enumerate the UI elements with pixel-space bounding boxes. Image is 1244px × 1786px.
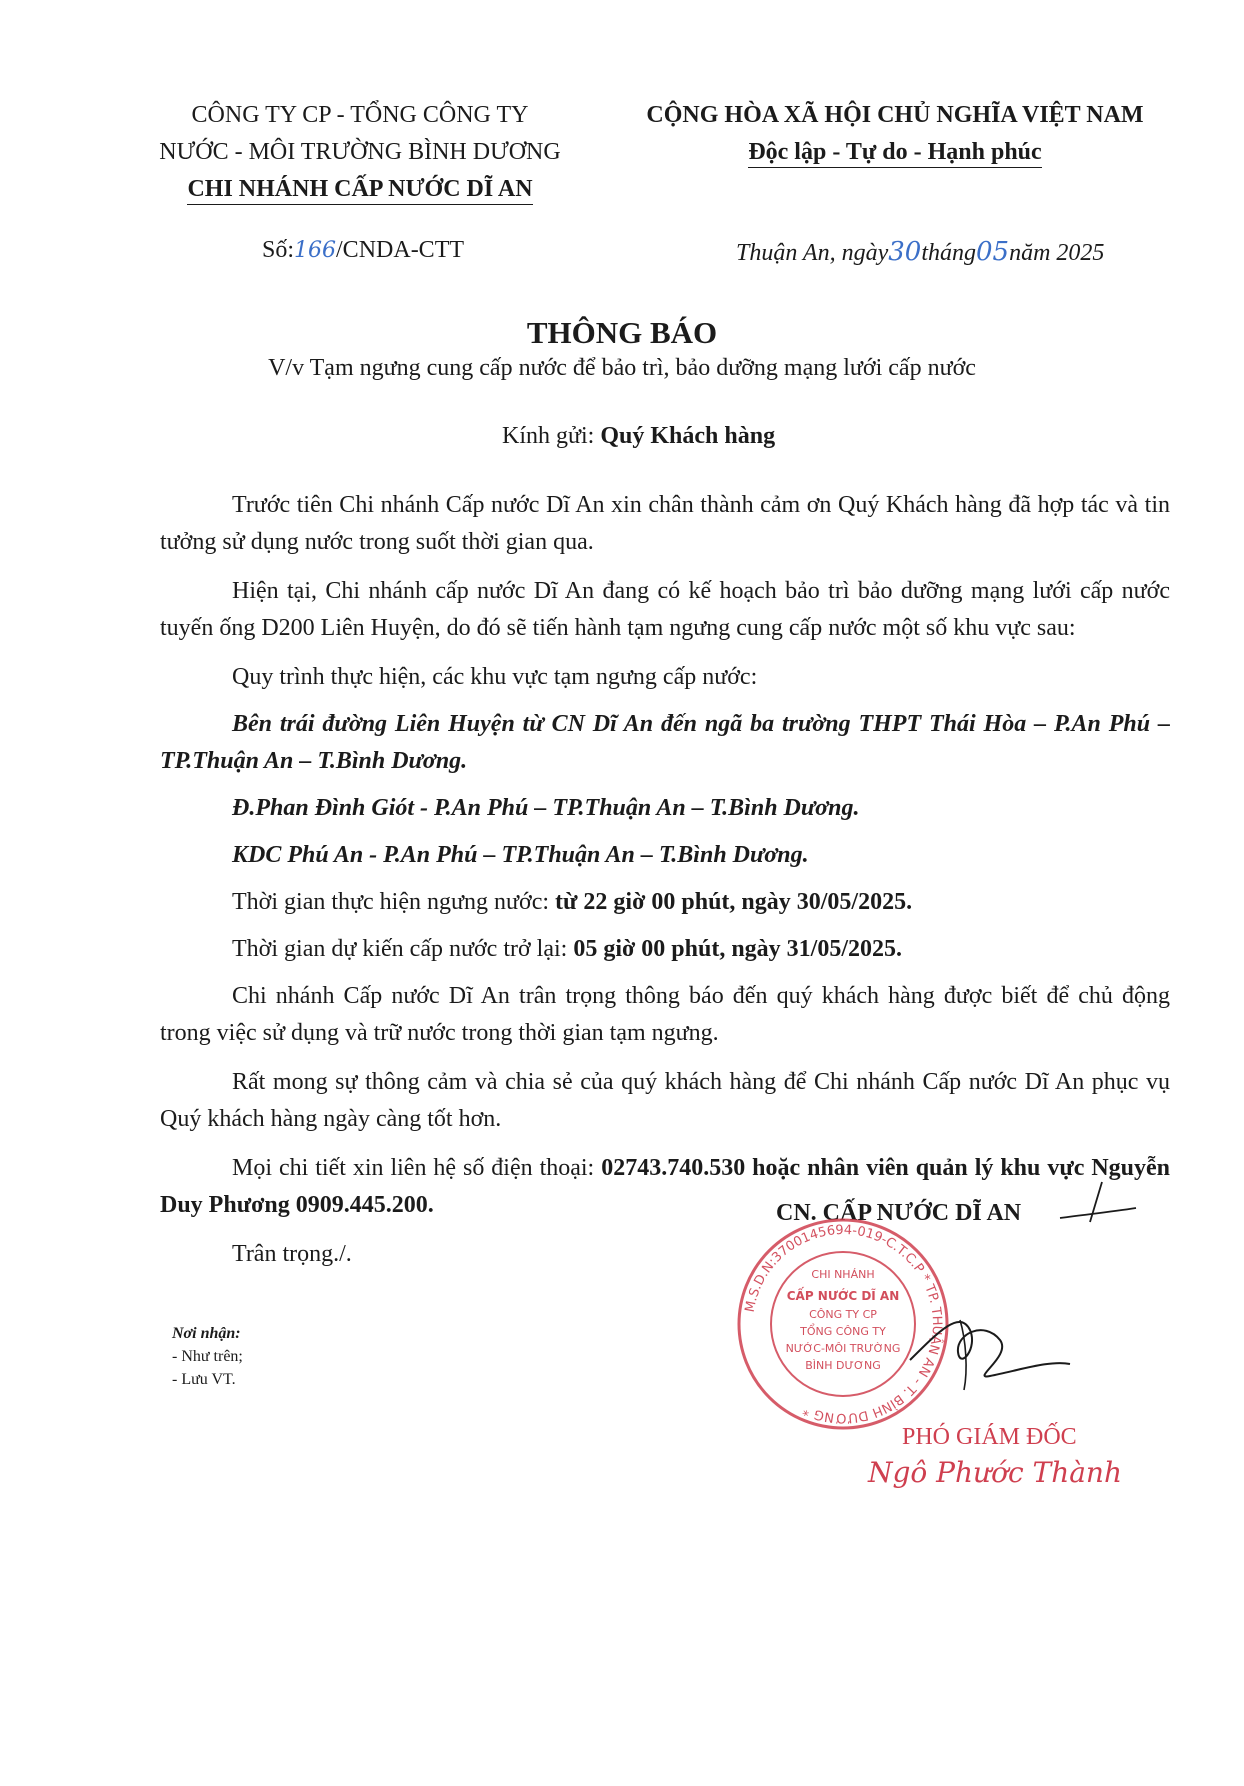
doc-number-suffix: /CNDA-CTT: [336, 237, 465, 263]
country-name: CỘNG HÒA XÃ HỘI CHỦ NGHĨA VIỆT NAM: [646, 102, 1144, 128]
branch-name: CHI NHÁNH CẤP NƯỚC DĨ AN: [187, 174, 532, 205]
date-line: [736, 237, 1104, 267]
recipient: [502, 423, 775, 450]
date-day: 30: [888, 237, 922, 267]
signer-name: Ngô Phước Thành: [868, 1456, 1122, 1489]
stop-time-value: từ 22 giờ 00 phút, ngày 30/05/2025.: [555, 889, 913, 915]
contact-value: 02743.740.530 hoặc nhân viên quản lý khu vực Nguyễn Duy Phương 0909.445.200.: [160, 1155, 1171, 1218]
date-year: năm 2025: [1009, 240, 1105, 266]
date-place: Thuận An, ngày: [736, 240, 889, 266]
stamp-line-1: CHI NHÁNH: [811, 1268, 875, 1281]
recipient-name: Quý Khách hàng: [600, 423, 776, 449]
date-month: 05: [976, 237, 1010, 267]
signature-mark: [1050, 1178, 1140, 1228]
stamp-line-6: BÌNH DƯƠNG: [805, 1359, 881, 1372]
header-left: [140, 97, 580, 208]
paragraph-plan: Hiện tại, Chi nhánh cấp nước Dĩ An đang có kế hoạch bảo trì bảo dưỡng mạng lưới cấp nước tuyến ống D200 Liên Huyện, do đó sẽ tiến hành tạm ngưng cung cấp nước một số khu vực sau:: [160, 578, 1170, 641]
stamp-ring-text: M.S.D.N:3700145694-019-C.T.C.P * TP. THUẬN AN - T. BÌNH DƯƠNG *: [742, 1222, 945, 1426]
stamp-line-3: CÔNG TY CP: [809, 1308, 877, 1321]
company-name-line1: CÔNG TY CP - TỔNG CÔNG TY: [191, 102, 529, 128]
date-month-label: tháng: [921, 240, 976, 266]
stamp-line-4: TỔNG CÔNG TY: [800, 1325, 886, 1338]
recipient-label: Kính gửi:: [502, 423, 595, 449]
stamp-line-2: CẤP NƯỚC DĨ AN: [786, 1289, 900, 1303]
signature-org: CN. CẤP NƯỚC DĨ AN: [776, 1200, 1022, 1226]
paragraph-procedure: Quy trình thực hiện, các khu vực tạm ngưng cấp nước:: [232, 664, 758, 690]
contact-label: Mọi chi tiết xin liên hệ số điện thoại:: [232, 1155, 602, 1181]
affected-area-2: Đ.Phan Đình Giót - P.An Phú – TP.Thuận An – T.Bình Dương.: [232, 795, 860, 821]
paragraph-thanks: Trước tiên Chi nhánh Cấp nước Dĩ An xin chân thành cảm ơn Quý Khách hàng đã hợp tác và tin tưởng sử dụng nước trong suốt thời gian qua.: [160, 492, 1170, 555]
resume-time-value: 05 giờ 00 phút, ngày 31/05/2025.: [573, 936, 903, 962]
stop-time: [160, 884, 1170, 921]
national-motto: Độc lập - Tự do - Hạnh phúc: [748, 137, 1041, 168]
closing: Trân trọng./.: [232, 1241, 352, 1267]
doc-subject: V/v Tạm ngưng cung cấp nước để bảo trì, bảo dưỡng mạng lưới cấp nước: [268, 355, 976, 381]
letter-body: [160, 487, 1170, 1285]
doc-title: THÔNG BÁO: [526, 315, 718, 350]
doc-number-value: 166: [294, 238, 337, 263]
stamp-line-5: NƯỚC-MÔI TRƯỜNG: [785, 1342, 901, 1355]
handwritten-signature: [900, 1290, 1080, 1410]
company-name-line2: NƯỚC - MÔI TRƯỜNG BÌNH DƯƠNG: [159, 139, 561, 165]
paragraph-apology: Rất mong sự thông cảm và chia sẻ của quý khách hàng để Chi nhánh Cấp nước Dĩ An phục vụ Quý khách hàng ngày càng tốt hơn.: [160, 1069, 1170, 1132]
header-right: [610, 97, 1180, 171]
signer-position: PHÓ GIÁM ĐỐC: [902, 1424, 1077, 1450]
paragraph-notice: Chi nhánh Cấp nước Dĩ An trân trọng thông báo đến quý khách hàng được biết để chủ động trong việc sử dụng và trữ nước trong thời gian tạm ngưng.: [160, 983, 1170, 1046]
recipient-item-1: - Như trên;: [172, 1348, 243, 1365]
resume-time-label: Thời gian dự kiến cấp nước trở lại:: [232, 936, 574, 962]
recipient-item-2: - Lưu VT.: [172, 1371, 236, 1388]
affected-area-1: Bên trái đường Liên Huyện từ CN Dĩ An đến ngã ba trường THPT Thái Hòa – P.An Phú – TP.Thuận An – T.Bình Dương.: [160, 711, 1170, 774]
recipients-title: Nơi nhận:: [172, 1325, 241, 1342]
affected-area-3: KDC Phú An - P.An Phú – TP.Thuận An – T.Bình Dương.: [232, 842, 809, 868]
stop-time-label: Thời gian thực hiện ngưng nước:: [232, 889, 556, 915]
doc-number-prefix: Số:: [262, 237, 295, 263]
resume-time: [160, 931, 1170, 968]
recipients-block: [172, 1322, 243, 1391]
doc-number: [262, 237, 464, 264]
